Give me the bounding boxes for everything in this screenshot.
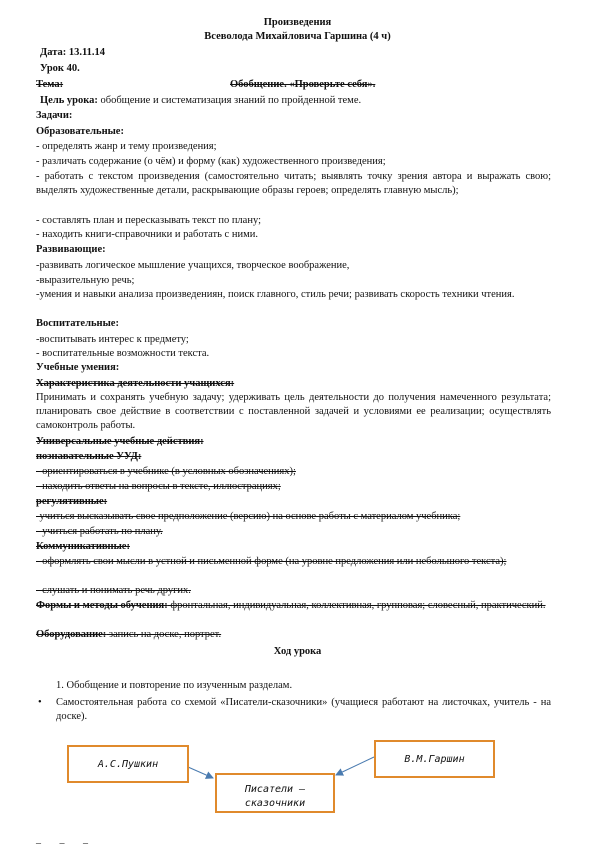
date-line: Дата: 13.11.14 [40,47,106,58]
forms-label: Формы и методы обучения: [36,600,168,611]
bullet-icon: • [38,697,42,708]
activity-text: Принимать и сохранять учебную задачу; удерживать цель деятельности до получения намеченного результата; планировать свое действие в соответствии с поставленной задачей и условиями ее реализации; осуществлять самоконтроль работы. [36,392,551,431]
topic-label: Тема: [36,79,64,90]
equipment-value: запись на доске, портрет. [106,629,222,640]
title-line2: Всеволода Михайловича Гаршина (4 ч) [204,31,391,42]
scheme-box-center [215,773,335,813]
topic-value: Обобщение. «Проверьте себя». [230,79,376,90]
developing-item: -умения и навыки анализа произведениян, поиск главного, стиль речи; развивать скорость техники чтения. [36,289,515,300]
scheme-left-label: А.С.Пушкин [97,758,159,770]
activity-heading: Характеристика деятельности учащихся: [36,378,235,389]
course-item-2: Самостоятельная работа со схемой «Писатели-сказочники» (учащиеся работают на листочках, учитель - на доске). [56,697,551,722]
cognitive-item: - находить ответы на вопросы в тексте, иллюстрациях; [36,481,281,492]
educational-heading: Образовательные: [36,126,124,137]
regulative-item: -учиться высказывать свое предположение (версию) на основе работы с материалом учебника; [36,511,461,522]
uud-heading: Универсальные учебные действия: [36,436,204,447]
educational-item: - находить книги-справочники и работать с ними. [36,229,258,240]
cognitive-item: - ориентироваться в учебнике (в условных обозначениях); [36,466,296,477]
scheme-box-left [67,745,189,783]
communicative-heading: Коммуникативные: [36,541,130,552]
regulative-heading: регулятивные: [36,496,108,507]
educational-item: - работать с текстом произведения (самостоятельно читать; выявлять точку зрения автора и выражать свою; выделять художественные детали, раскрывающие образы героев; определять главную мысль); [36,171,551,196]
lesson-number: Урок 40. [40,63,80,74]
developing-item: -выразительную речь; [36,275,135,286]
forms-value: фронтальная, индивидуальная, коллективная, групповая; словесный, практический. [167,600,546,611]
communicative-item: - слушать и понимать речь других. [36,585,191,596]
communicative-item: - оформлять свои мысли в устной и письменной форме (на уровне предложения или небольшого текста); [36,556,507,567]
upbringing-heading: Воспитательные: [36,318,119,329]
lesson-course-heading: Ход урока [273,646,322,657]
tasks-heading: Задачи: [36,110,73,121]
title-line1: Произведения [263,17,332,28]
goal-value: обобщение и систематизация знаний по пройденной теме. [97,95,362,106]
regulative-item: - учиться работать по плану. [36,526,163,537]
scheme-right-label: В.М.Гаршин [404,753,465,765]
arrow-right [336,757,374,775]
goal-label: Цель урока: [40,95,98,106]
upbringing-item: -воспитывать интерес к предмету; [36,334,189,345]
educational-item: - определять жанр и тему произведения; [36,141,217,152]
cognitive-heading: познавательные УУД: [36,451,142,462]
developing-heading: Развивающие: [36,244,106,255]
educational-item: - различать содержание (о чём) и форму (как) художественного произведения; [36,156,386,167]
educational-item: - составлять план и пересказывать текст по плану; [36,215,261,226]
developing-item: -развивать логическое мышление учащихся, творческое воображение, [36,260,350,271]
footer-marks: _ _ _ [36,834,96,845]
equipment-label: Оборудование: [36,629,107,640]
scheme-center-label: Писатели – сказочники [244,784,306,809]
arrow-left [188,767,213,778]
scheme-box-right [374,740,495,778]
skills-heading: Учебные умения: [36,362,120,373]
upbringing-item: - воспитательные возможности текста. [36,348,210,359]
course-item-1: 1. Обобщение и повторение по изученным разделам. [56,680,293,691]
